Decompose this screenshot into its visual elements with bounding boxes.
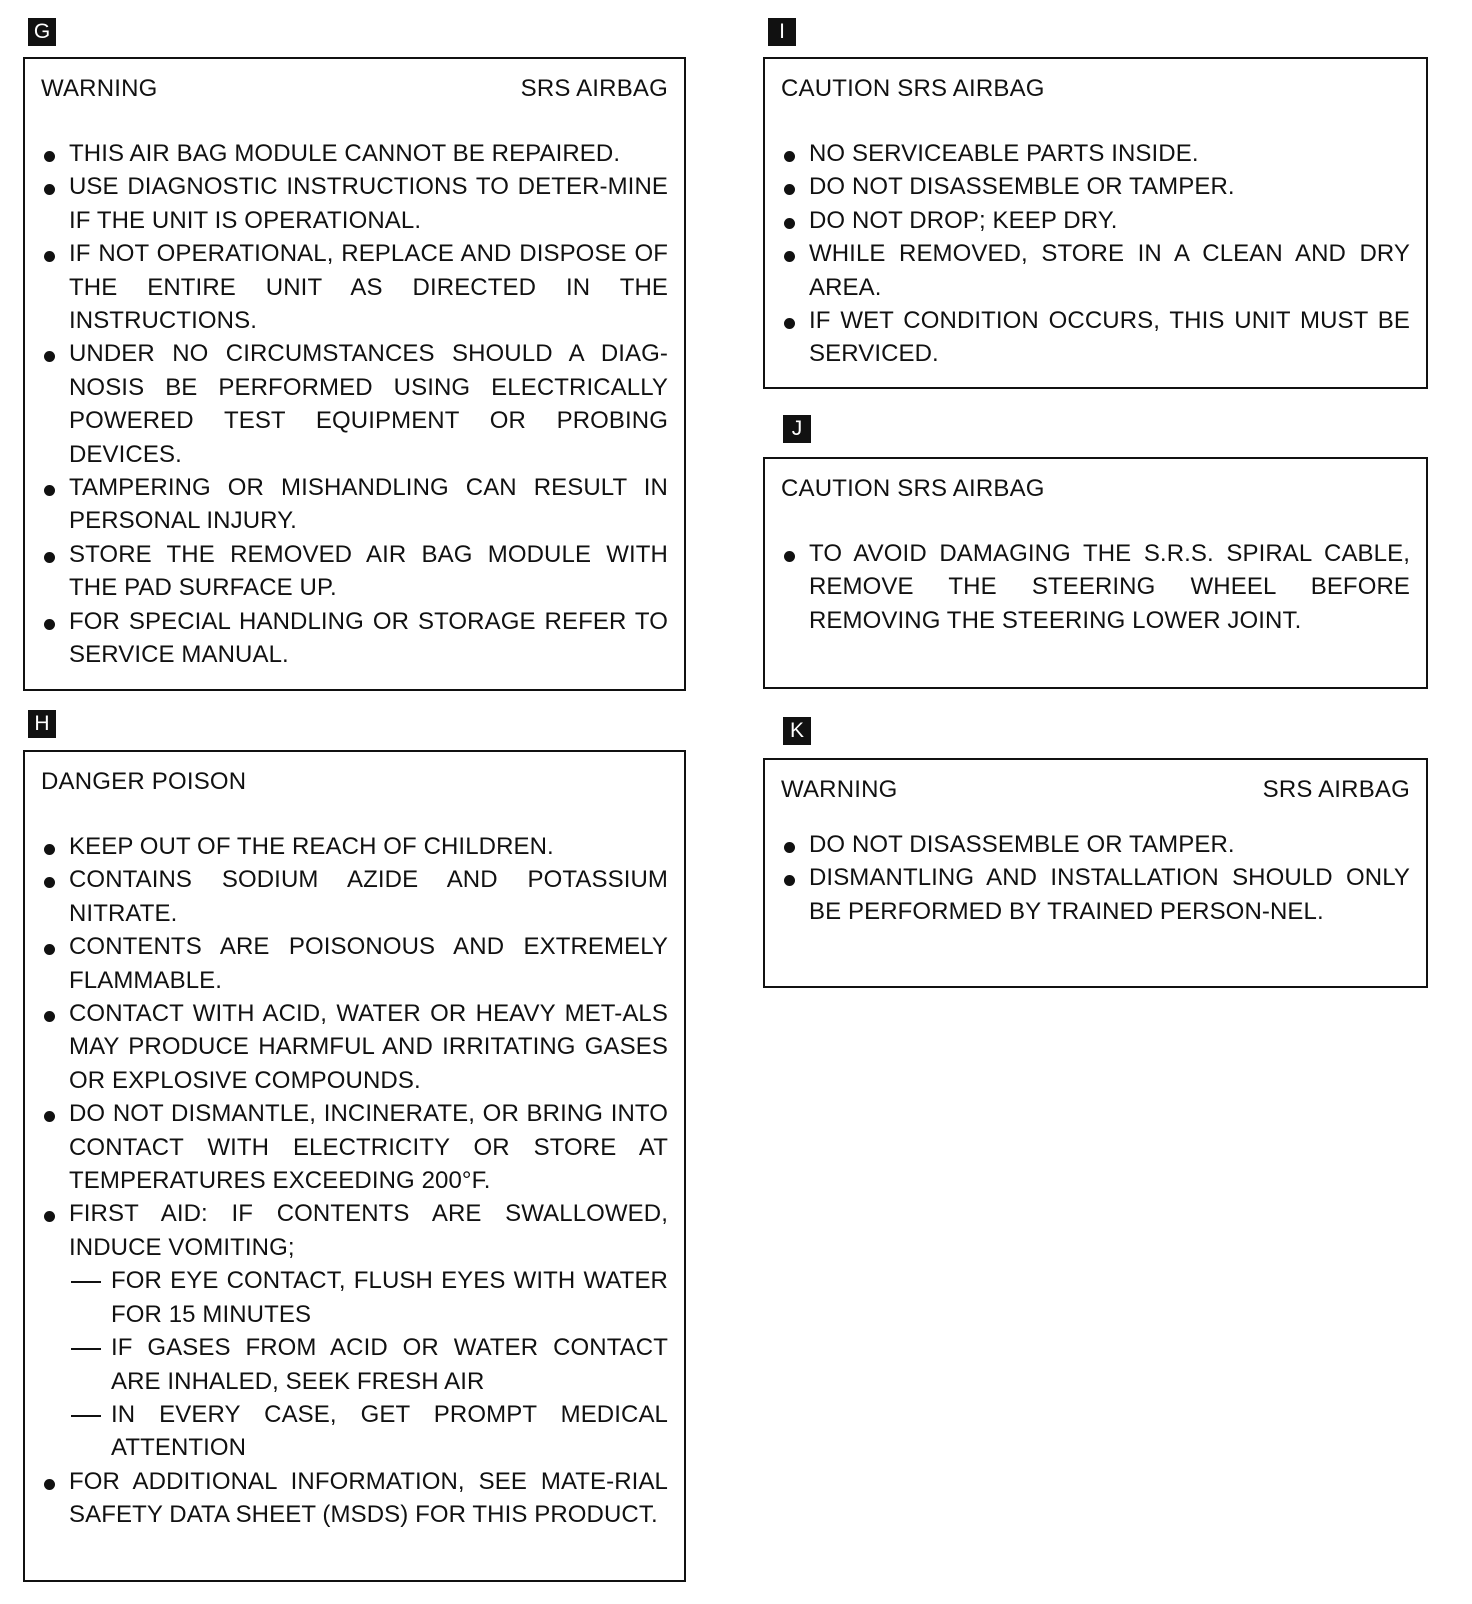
panel-h-title-text: DANGER POISON [41, 768, 247, 795]
panel-h-list [41, 830, 668, 1532]
list-item: NO SERVICEABLE PARTS INSIDE. [781, 137, 1410, 170]
list-item: DO NOT DISASSEMBLE OR TAMPER. [781, 828, 1410, 861]
list-item: FOR SPECIAL HANDLING OR STORAGE REFER TO SERVICE MANUAL. [41, 605, 668, 672]
sub-list-item: IF GASES FROM ACID OR WATER CONTACT ARE INHALED, SEEK FRESH AIR [69, 1331, 668, 1398]
list-item: CONTAINS SODIUM AZIDE AND POTASSIUM NITRATE. [41, 863, 668, 930]
list-item: DO NOT DROP; KEEP DRY. [781, 204, 1410, 237]
panel-i-list [781, 137, 1410, 371]
first-aid-sublist [69, 1264, 668, 1464]
panel-j-title [781, 473, 1410, 505]
list-item: TO AVOID DAMAGING THE S.R.S. SPIRAL CABLE, REMOVE THE STEERING WHEEL BEFORE REMOVING THE STEERING LOWER JOINT. [781, 537, 1410, 637]
list-item-first-aid [41, 1197, 668, 1464]
list-item: CONTENTS ARE POISONOUS AND EXTREMELY FLAMMABLE. [41, 930, 668, 997]
list-item: STORE THE REMOVED AIR BAG MODULE WITH THE PAD SURFACE UP. [41, 538, 668, 605]
panel-k-list [781, 828, 1410, 928]
panel-k-title-right: SRS AIRBAG [1262, 776, 1410, 803]
label-g: G [28, 18, 56, 46]
list-item: DO NOT DISMANTLE, INCINERATE, OR BRING INTO CONTACT WITH ELECTRICITY OR STORE AT TEMPERATURES EXCEEDING 200°F. [41, 1097, 668, 1197]
panel-i-title [781, 73, 1410, 105]
panel-g-warning-srs-airbag [23, 57, 686, 691]
sub-list-item: IN EVERY CASE, GET PROMPT MEDICAL ATTENTION [69, 1398, 668, 1465]
panel-k-title-left: WARNING [781, 776, 898, 803]
list-item: KEEP OUT OF THE REACH OF CHILDREN. [41, 830, 668, 863]
label-k: K [783, 717, 811, 745]
panel-g-title-left: WARNING [41, 75, 158, 102]
list-item: IF NOT OPERATIONAL, REPLACE AND DISPOSE OF THE ENTIRE UNIT AS DIRECTED IN THE INSTRUCTIONS. [41, 237, 668, 337]
panel-g-list [41, 137, 668, 672]
first-aid-text: FIRST AID: IF CONTENTS ARE SWALLOWED, INDUCE VOMITING; [69, 1200, 668, 1261]
label-i: I [768, 18, 796, 46]
panel-j-caution-srs-airbag [763, 457, 1428, 689]
list-item: WHILE REMOVED, STORE IN A CLEAN AND DRY AREA. [781, 237, 1410, 304]
panel-i-caution-srs-airbag [763, 57, 1428, 389]
panel-k-title [781, 774, 1410, 806]
panel-k-warning-srs-airbag [763, 758, 1428, 988]
list-item: IF WET CONDITION OCCURS, THIS UNIT MUST BE SERVICED. [781, 304, 1410, 371]
list-item: DO NOT DISASSEMBLE OR TAMPER. [781, 170, 1410, 203]
list-item: USE DIAGNOSTIC INSTRUCTIONS TO DETER-MINE IF THE UNIT IS OPERATIONAL. [41, 170, 668, 237]
list-item: DISMANTLING AND INSTALLATION SHOULD ONLY BE PERFORMED BY TRAINED PERSON-NEL. [781, 861, 1410, 928]
label-j: J [783, 415, 811, 443]
panel-j-list [781, 537, 1410, 637]
list-item: UNDER NO CIRCUMSTANCES SHOULD A DIAG-NOSIS BE PERFORMED USING ELECTRICALLY POWERED TEST EQUIPMENT OR PROBING DEVICES. [41, 337, 668, 471]
list-item: FOR ADDITIONAL INFORMATION, SEE MATE-RIAL SAFETY DATA SHEET (MSDS) FOR THIS PRODUCT. [41, 1465, 668, 1532]
panel-g-title-right: SRS AIRBAG [520, 75, 668, 102]
label-h: H [28, 710, 56, 738]
list-item: THIS AIR BAG MODULE CANNOT BE REPAIRED. [41, 137, 668, 170]
panel-h-danger-poison [23, 750, 686, 1582]
list-item: CONTACT WITH ACID, WATER OR HEAVY MET-ALS MAY PRODUCE HARMFUL AND IRRITATING GASES OR EXPLOSIVE COMPOUNDS. [41, 997, 668, 1097]
sub-list-item: FOR EYE CONTACT, FLUSH EYES WITH WATER FOR 15 MINUTES [69, 1264, 668, 1331]
list-item: TAMPERING OR MISHANDLING CAN RESULT IN PERSONAL INJURY. [41, 471, 668, 538]
panel-h-title [41, 766, 668, 798]
panel-j-title-text: CAUTION SRS AIRBAG [781, 475, 1045, 502]
panel-g-title [41, 73, 668, 105]
panel-i-title-text: CAUTION SRS AIRBAG [781, 75, 1045, 102]
